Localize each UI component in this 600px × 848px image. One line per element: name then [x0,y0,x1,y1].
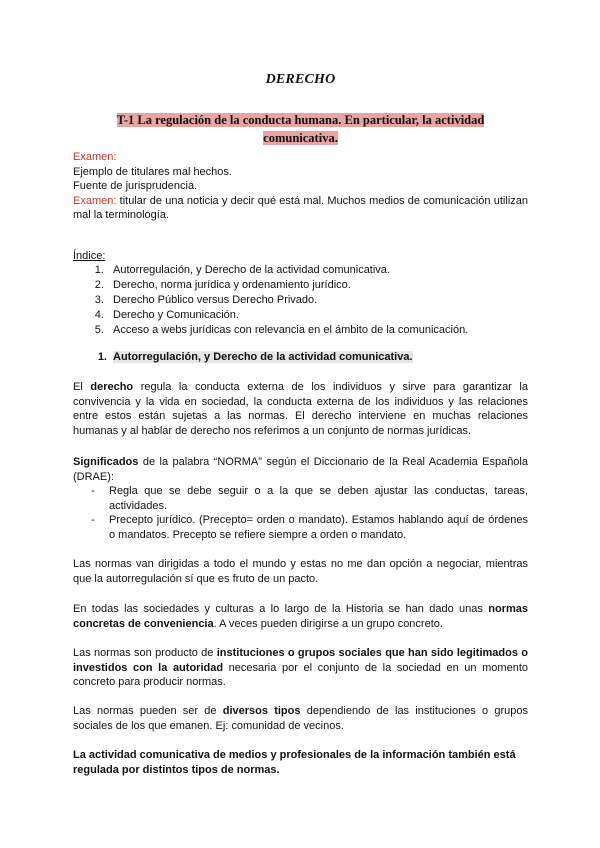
section-heading [73,350,528,365]
bold-term: normas concretas de conveniencia [73,603,528,630]
text: de la palabra “NORMA” según el Diccionario de la Real Academia Española (DRAE): [73,456,528,483]
exam-note-text: titular de una noticia y decir qué está mal. Muchos medios de comunicación utilizan mal la terminología. [73,194,528,221]
topic-title-line2: comunicativa. [263,131,338,145]
paragraph-instituciones [73,646,528,690]
definitions-list [73,484,528,542]
text: Las normas son producto de [73,647,217,659]
index-list [73,263,528,338]
topic-title [103,111,498,147]
index-item: 4. Derecho y Comunicación. [107,308,528,323]
paragraph-tipos [73,704,528,733]
section-number: 1. [97,351,107,363]
text: En todas las sociedades y culturas a lo largo de la Historia se han dado unas [73,603,489,615]
bold-statement: La actividad comunicativa de medios y profesionales de la información también está regulada por distintos tipos de normas. [73,749,516,776]
dash-bullet: - [91,514,95,526]
section-heading-text: Autorregulación, y Derecho de la actividad comunicativa. [113,351,413,363]
dash-bullet: - [91,485,95,497]
bold-term: diversos tipos [222,705,301,717]
text: El [73,381,91,393]
paragraph-sociedades [73,602,528,631]
exam-notes [73,150,528,223]
index-heading: Índice: [73,250,106,262]
definition-item [73,484,528,513]
index-item: 5. Acceso a webs jurídicas con relevancia en el ámbito de la comunicación. [107,323,528,338]
topic-title-line1: T-1 La regulación de la conducta humana. En particular, la actividad [116,113,485,127]
definition-text: Precepto jurídico. (Precepto= orden o mandato). Estamos hablando aquí de órdenes o mandatos. Precepto se refiere siempre a orden o mandato. [109,514,528,541]
paragraph-normas: Las normas van dirigidas a todo el mundo y estas no me dan opción a negociar, mientras que la autorregulación sí que es fruto de un pacto. [73,558,528,585]
index-item: 2. Derecho, norma jurídica y ordenamiento jurídico. [107,278,528,293]
definition-item [73,513,528,542]
definitions-list-wrap [73,484,528,542]
bold-term: Significados [73,456,139,468]
text: . A veces pueden dirigirse a un grupo concreto. [213,617,443,630]
index-item: 1. Autorregulación, y Derecho de la actividad comunicativa. [107,263,528,278]
text: Las normas pueden ser de [73,705,223,717]
document-title: DERECHO [265,72,336,87]
paragraph-conclusion [73,748,528,777]
exam-label: Examen: [73,151,117,163]
exam-label: Examen: [73,194,117,207]
definition-text: Regla que se debe seguir o a la que se deben ajustar las conductas, tareas, actividades. [109,485,528,512]
paragraph-derecho [73,380,528,438]
text: regula la conducta externa de los individuos y sirve para garantizar la convivencia y la vida en sociedad, la conducta externa de los individuos y las relaciones entre estos están sujetas a las normas. El derecho interviene en muchas relaciones humanas y al hablar de derecho nos referimos a un conjunto de normas jurídicas. [73,381,528,437]
exam-note-line: Ejemplo de titulares mal hechos. [73,165,232,178]
index-item: 3. Derecho Público versus Derecho Privado. [107,293,528,308]
bold-term: derecho [90,381,134,393]
exam-note-line: Fuente de jurisprudencia. [73,180,198,192]
exam-note-paragraph [73,194,528,223]
text: necesaria por el conjunto de la sociedad en un momento concreto para producir normas. [73,661,528,688]
paragraph-significados [73,455,528,484]
bold-term: instituciones o grupos sociales que han sido legitimados o investidos con la autoridad [73,647,528,674]
text: dependiendo de las instituciones o grupos sociales de los que emanen. Ej: comunidad de vecinos. [73,705,528,732]
